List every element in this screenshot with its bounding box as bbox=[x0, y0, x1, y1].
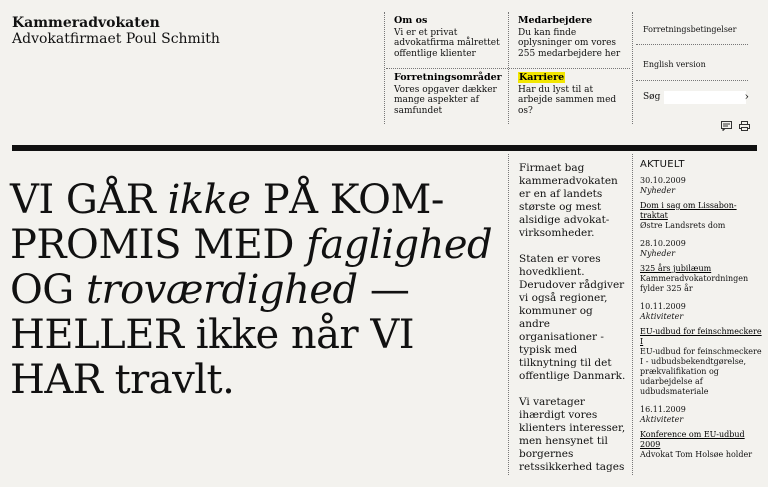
news-desc: Kammeradvokatordningen fylder 325 år bbox=[640, 274, 749, 293]
util-divider bbox=[636, 80, 748, 81]
nav-forretning-desc: Vores opgaver dækker mange aspekter af samfundet bbox=[394, 84, 497, 116]
news-desc: Østre Landsrets dom bbox=[640, 221, 726, 230]
nav-divider bbox=[384, 12, 385, 124]
news-category: Aktiviteter bbox=[640, 312, 684, 321]
hero-text: PROMIS MED bbox=[10, 222, 307, 268]
hero-text: PÅ KOM- bbox=[250, 177, 444, 223]
nav-medarbejdere-title[interactable]: Medarbejdere bbox=[518, 15, 593, 26]
news-date: 30.10.2009 bbox=[640, 176, 686, 185]
intro-text bbox=[519, 162, 627, 487]
section-divider bbox=[12, 145, 757, 151]
intro-paragraph: Vi varetager ihærdigt vores klienters interesser, men hensynet til borgernes retssikkerhed tages bbox=[519, 396, 626, 473]
news-link[interactable]: Dom i sag om Lissabon-traktat bbox=[640, 201, 737, 220]
search-input[interactable] bbox=[664, 91, 746, 104]
news-item bbox=[640, 405, 762, 460]
intro-paragraph: Staten er vores hovedklient. Derudover rådgiver vi også regioner, kommuner og andre organisationer - typisk med tilknytning til det offentlige Danmark. bbox=[519, 253, 626, 382]
terms-link[interactable]: Forretningsbetingelser bbox=[643, 25, 737, 34]
search-label: Søg bbox=[643, 92, 661, 102]
news-link[interactable]: Konference om EU-udbud 2009 bbox=[640, 430, 745, 449]
search-box bbox=[643, 90, 749, 104]
news-date: 28.10.2009 bbox=[640, 239, 686, 248]
nav-divider bbox=[386, 68, 630, 69]
hero-emphasis: ikke bbox=[167, 177, 251, 223]
news-desc: Advokat Tom Holsøe holder bbox=[640, 450, 753, 459]
news-category: Nyheder bbox=[640, 186, 676, 195]
nav-om-os[interactable] bbox=[394, 16, 502, 59]
news-column bbox=[640, 160, 762, 468]
hero-text: VI GÅR bbox=[10, 177, 168, 223]
nav-medarbejdere[interactable] bbox=[518, 16, 626, 59]
comment-icon[interactable] bbox=[721, 121, 732, 131]
util-divider bbox=[636, 44, 748, 45]
hero-emphasis: troværdighed bbox=[85, 267, 358, 313]
nav-forretning-title[interactable]: Forretningsområder bbox=[394, 72, 502, 83]
news-date: 16.11.2009 bbox=[640, 405, 686, 414]
column-divider bbox=[508, 154, 509, 475]
nav-medarbejdere-desc: Du kan finde oplysninger om vores 255 medarbejdere her bbox=[518, 27, 621, 59]
nav-om-os-title[interactable]: Om os bbox=[394, 15, 428, 26]
news-desc: EU-udbud for feinschmeckere I - udbudsbekendtgørelse, prækvalifikation og udarbejdelse af udbudsmateriale bbox=[640, 347, 762, 396]
hero-text: HELLER ikke når VI bbox=[10, 312, 415, 358]
hero-text: OG bbox=[10, 267, 86, 313]
news-item bbox=[640, 176, 762, 231]
intro-paragraph: Firmaet bag kammeradvokaten er en af landets største og mest alsidige advokat-virksomheder. bbox=[519, 162, 618, 239]
hero-text: HAR travlt. bbox=[10, 357, 235, 403]
nav-karriere-highlight: Karriere bbox=[519, 72, 565, 83]
news-date: 10.11.2009 bbox=[640, 302, 686, 311]
hero-statement bbox=[10, 178, 495, 403]
brand[interactable] bbox=[12, 15, 220, 47]
nav-karriere-title[interactable] bbox=[518, 73, 626, 84]
english-version-link[interactable]: English version bbox=[643, 60, 706, 69]
brand-subtitle: Advokatfirmaet Poul Schmith bbox=[12, 31, 220, 47]
news-item bbox=[640, 239, 762, 294]
search-submit-icon[interactable]: › bbox=[744, 90, 749, 103]
news-item bbox=[640, 302, 762, 397]
nav-karriere[interactable] bbox=[518, 73, 626, 116]
hero-text: — bbox=[357, 267, 410, 313]
brand-name: Kammeradvokaten bbox=[12, 15, 160, 31]
nav-divider bbox=[632, 12, 633, 124]
column-divider bbox=[632, 154, 633, 475]
news-category: Aktiviteter bbox=[640, 415, 684, 424]
news-link[interactable]: 325 års jubilæum bbox=[640, 264, 712, 273]
hero-emphasis: faglighed bbox=[306, 222, 493, 268]
news-heading: AKTUELT bbox=[640, 159, 685, 170]
nav-om-os-desc: Vi er et privat advokatfirma målrettet offentlige klienter bbox=[394, 27, 500, 59]
news-category: Nyheder bbox=[640, 249, 676, 258]
news-link[interactable]: EU-udbud for feinschmeckere I bbox=[640, 327, 762, 346]
print-icon[interactable] bbox=[739, 121, 750, 131]
icon-row bbox=[721, 121, 750, 131]
nav-forretningsomraader[interactable] bbox=[394, 73, 502, 116]
nav-karriere-desc: Har du lyst til at arbejde sammen med os? bbox=[518, 84, 617, 116]
